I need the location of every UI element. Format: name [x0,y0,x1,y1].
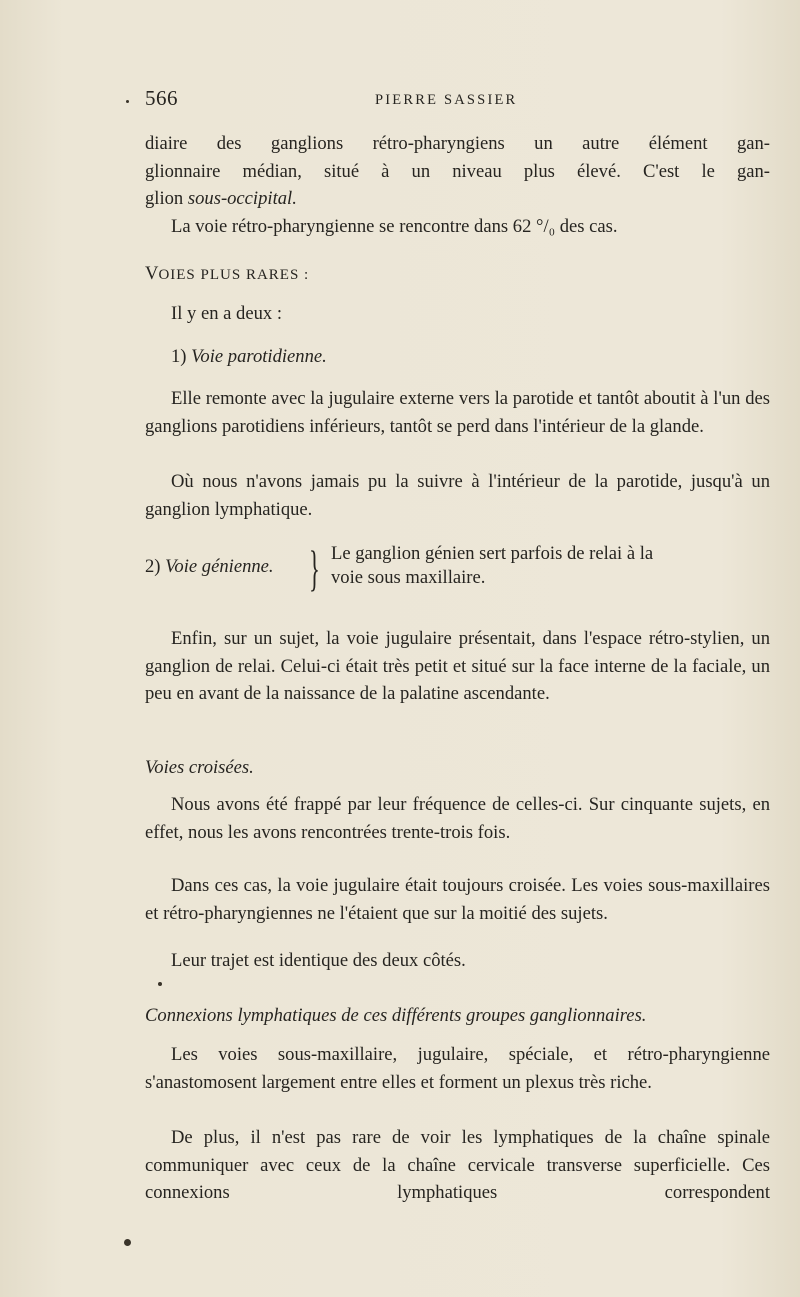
paragraph-text: Elle remonte avec la jugulaire externe vers la parotide et tantôt aboutit à l'un des ganglions parotidiens inférieurs, tantôt se perd dans l'intérieur de la glande. [145,388,770,437]
item-title: Voie génienne. [165,556,274,577]
subheading-voies-croisees [145,754,770,782]
paragraph-croisees-1 [145,791,770,846]
text-line: glionnaire médian, situé à un niveau plus élevé. C'est le gan- [145,160,770,182]
paragraph-text: Enfin, sur un sujet, la voie jugulaire présentait, dans l'espace rétro-stylien, un ganglion de relai. Celui-ci était très petit et situé sur la face interne de la faciale, un peu en avant de la naissance de la palatine ascendante. [145,628,770,705]
ink-speck [158,982,162,986]
paragraph-croisees-3 [145,947,770,975]
paragraph-ganglion-sous-occipital [145,130,770,213]
item-number: 1) [171,346,192,367]
section-heading-voies-rares [145,260,770,289]
voie-genienne-description [331,542,771,590]
text-line: diaire des ganglions rétro-pharyngiens un autre élément gan- [145,133,770,154]
term-sous-occipital: sous-occipital. [187,188,297,210]
paragraph-intro-deux [145,300,770,328]
subheading-text [145,343,770,371]
voie-genienne-label [145,556,274,578]
text-line [145,185,770,213]
paragraph-parotidienne-2 [145,468,770,523]
paragraph-enfin [145,625,770,708]
paragraph-text: La voie rétro-pharyngienne se rencontre dans 62 °/₀ des cas. [171,216,618,237]
subheading-voie-parotidienne [145,343,770,371]
page-header [145,86,770,116]
item-number: 2) [145,556,166,577]
text-line: voie sous maxillaire. [331,567,486,588]
paragraph-parotidienne-1 [145,385,770,440]
paragraph-connexions-1 [145,1041,770,1096]
paragraph-croisees-2 [145,872,770,927]
section-title: Connexions lymphatiques de ces différents groupes ganglionnaires. [145,1005,647,1026]
paragraph-text: Nous avons été frappé par leur fréquence de celles-ci. Sur cinquante sujets, en effet, nous les avons rencontrées trente-trois fois. [145,794,770,843]
paragraph-text: Leur trajet est identique des deux côtés. [171,950,466,971]
item-title: Voie parotidienne. [191,346,327,367]
heading-initial: V [145,263,159,284]
paragraph-text: Il y en a deux : [171,303,283,324]
heading-smallcaps: OIES PLUS RARES : [158,267,310,283]
paragraph-text: Dans ces cas, la voie jugulaire était toujours croisée. Les voies sous-maxillaires et rétro-pharyngiennes ne l'étaient que sur la moitié des sujets. [145,875,770,924]
page-number: 566 [145,86,178,110]
paragraph-text: De plus, il n'est pas rare de voir les lymphatiques de la chaîne spinale communiquer avec ceux de la chaîne cervicale transverse superficielle. Ces connexions lymphatiques correspondent [145,1127,770,1204]
paragraph-retro-pharyngienne [145,213,770,241]
subheading-connexions [145,1002,770,1030]
text-span: glion [145,188,188,210]
running-head: PIERRE SASSIER [375,92,518,108]
ink-speck [124,1239,131,1246]
ink-speck [126,100,129,103]
paragraph-text: Les voies sous-maxillaire, jugulaire, spéciale, et rétro-pharyngienne s'anastomosent largement entre elles et forment un plexus très riche. [145,1044,770,1093]
paragraph-text: Où nous n'avons jamais pu la suivre à l'intérieur de la parotide, jusqu'à un ganglion lymphatique. [145,471,770,520]
paragraph-connexions-2 [145,1124,770,1207]
subheading-text [145,1002,770,1030]
heading-text [145,260,770,289]
curly-brace: } [309,540,320,596]
section-title: Voies croisées. [145,757,254,778]
text-line: Le ganglion génien sert parfois de relai à la [331,543,654,564]
subheading-text [145,754,770,782]
voie-genienne-entry [145,540,775,600]
